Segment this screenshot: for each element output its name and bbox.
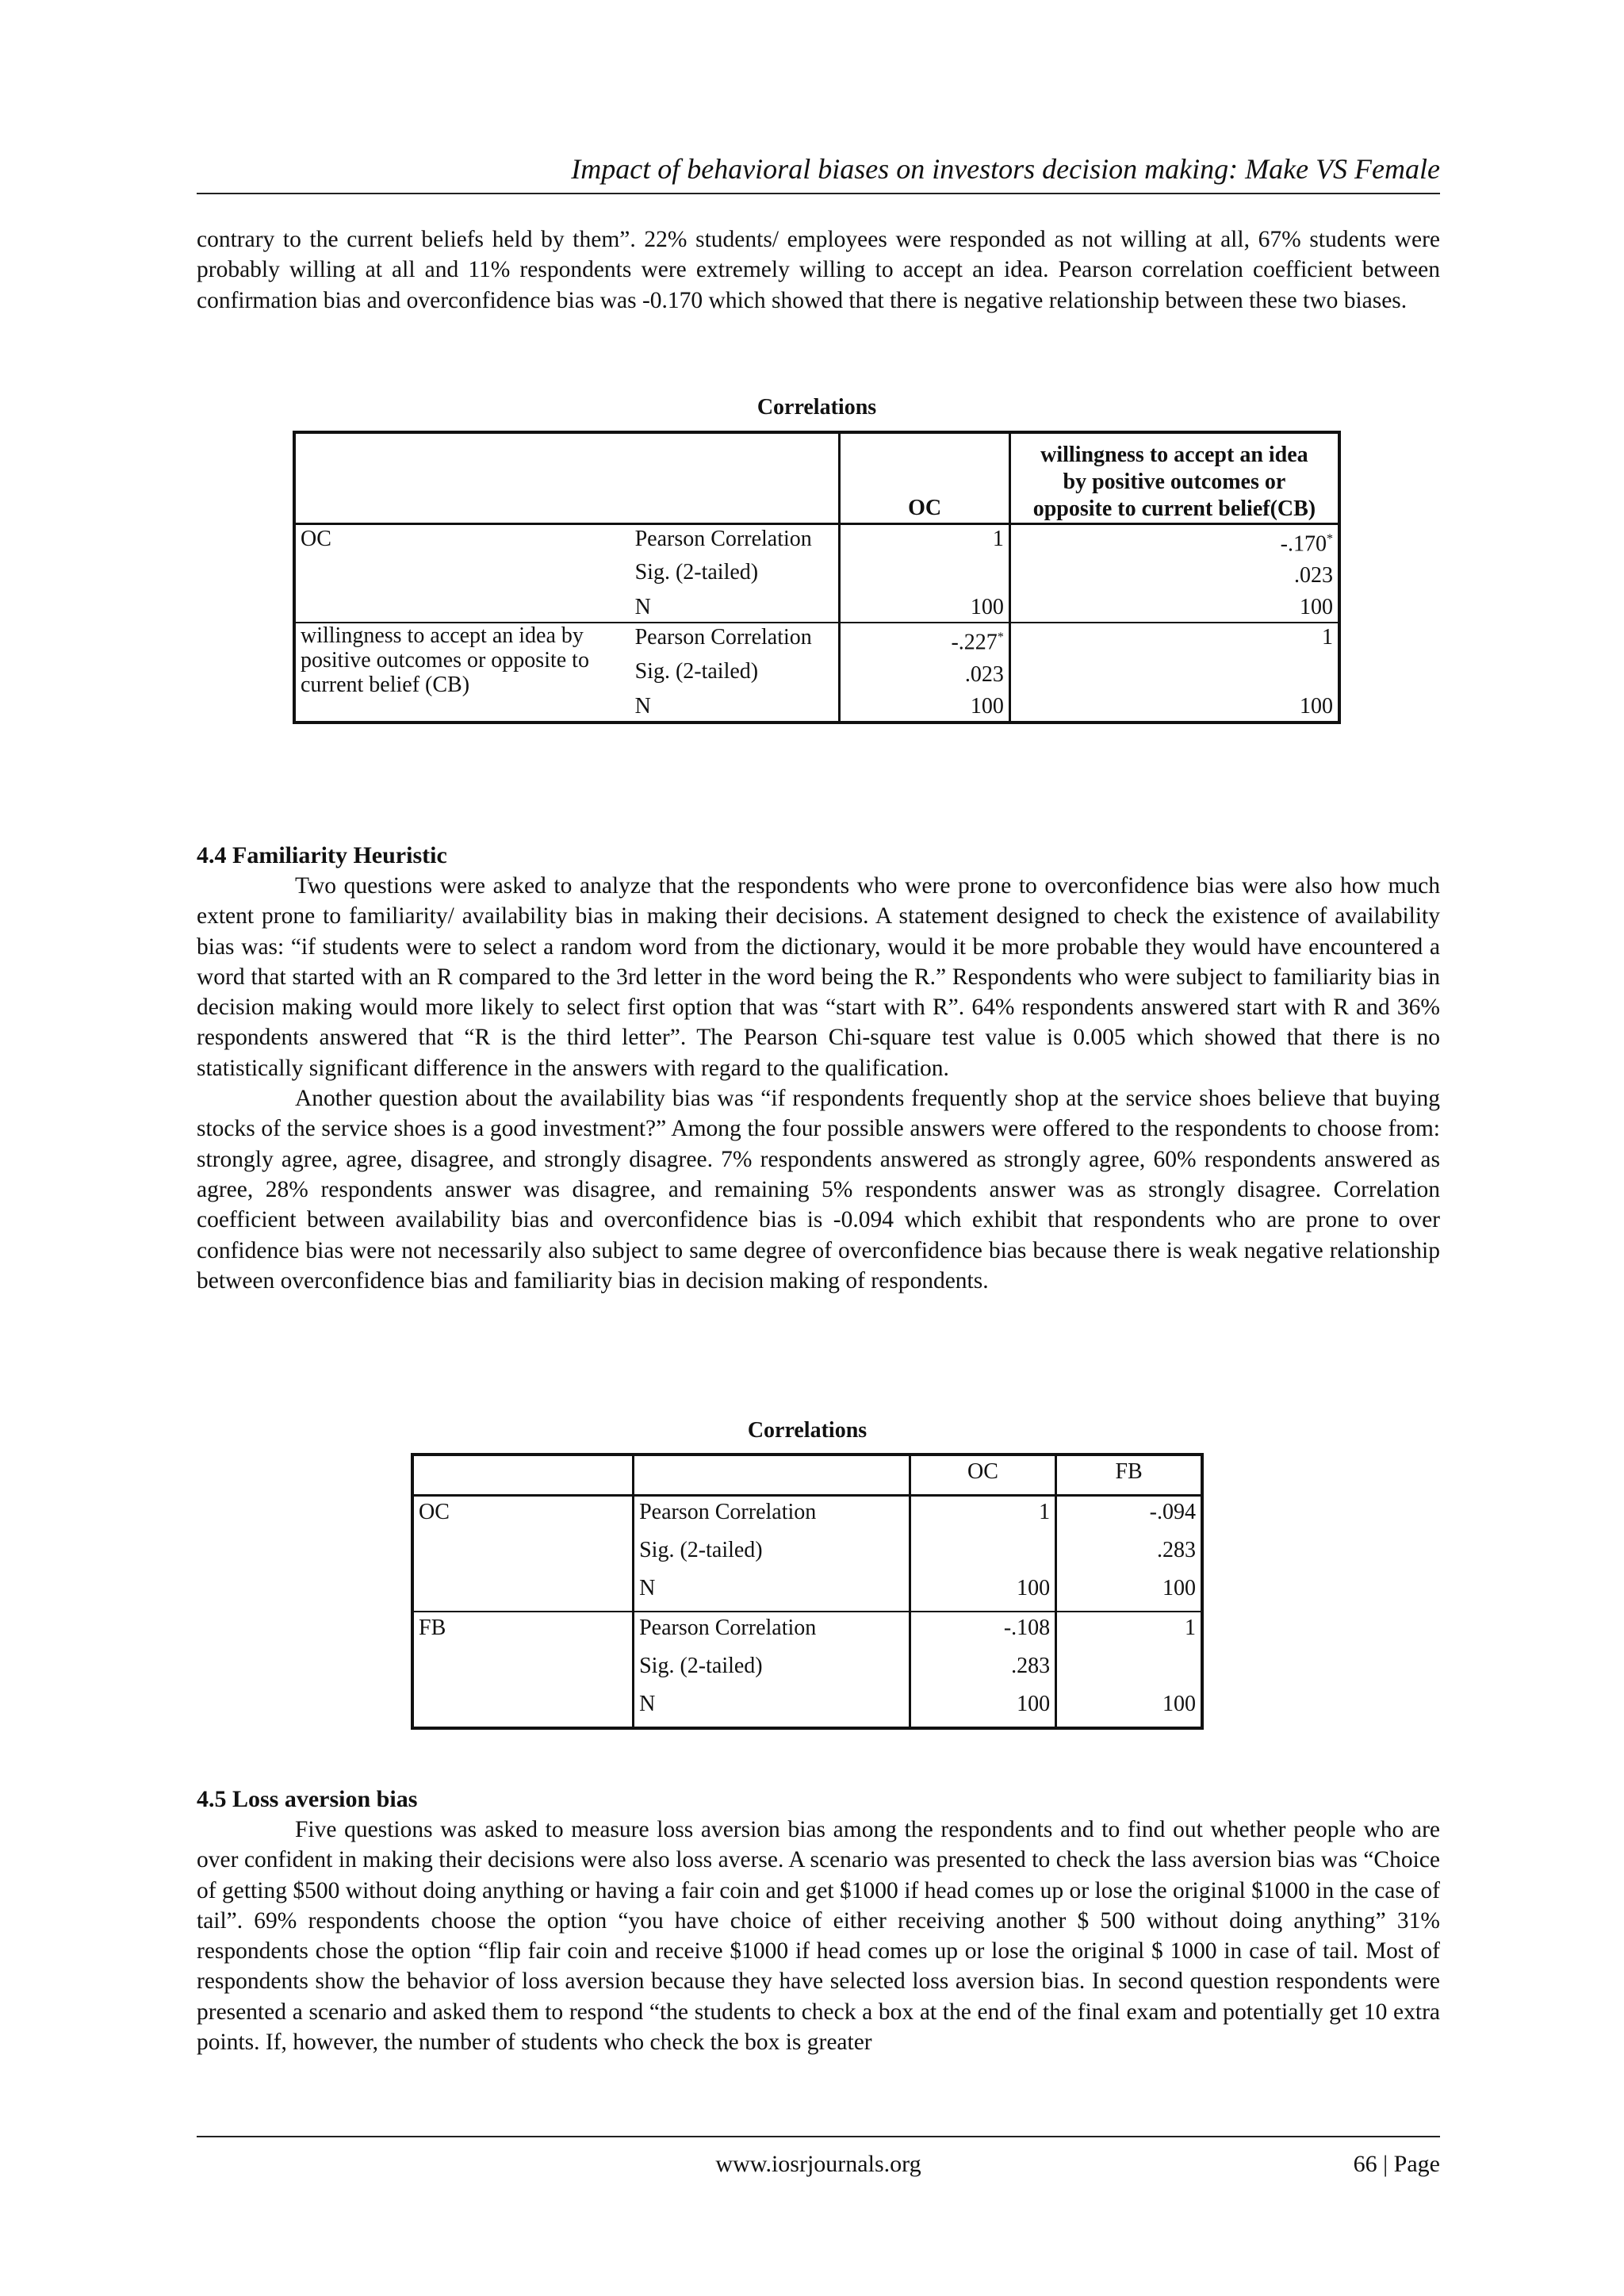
cell-value	[1009, 524, 1339, 559]
stat-label: Sig. (2-tailed)	[634, 658, 759, 684]
paragraph-text: Another question about the availability bias was “if respondents frequently shop at the service shoes believe that buying stocks of the service shoes is a good investment?” Among the four possible answers were offered to the respondents to choose from: strongly agree, agree, disagree, and strongly disagree. 7% respondents answered as strongly agree, 60% respondents answered as agree, 28% respondents answer was disagree, and remaining 5% respondents answer was as strongly disagree. Correlation coefficient between availability bias and overconfidence bias is -0.094 which exhibit that respondents who are prone to over confidence bias were not necessarily also subject to same degree of overconfidence bias because there is weak negative relationship between overconfidence bias and familiarity bias in decision making of respondents.	[197, 1086, 1440, 1294]
stat-label: Sig. (2-tailed)	[634, 560, 759, 585]
cell-value	[840, 623, 1009, 657]
row-label-fb: FB	[412, 1612, 634, 1728]
cell-value: 1	[1009, 623, 1339, 657]
table-row	[412, 1496, 1202, 1535]
col-header-oc: OC	[910, 1455, 1055, 1496]
table-header-row	[412, 1455, 1202, 1496]
col-header-fb: FB	[1056, 1455, 1202, 1496]
cell-value: 100	[840, 590, 1009, 623]
header-blank	[630, 432, 840, 524]
cell-value: 1	[840, 524, 1009, 559]
col-header-cb-line: opposite to current belief(CB)	[1032, 496, 1316, 521]
cell-value: 100	[1009, 590, 1339, 623]
paragraph-text: contrary to the current beliefs held by them”. 22% students/ employees were responded as not willing at all, 67% students were probably willing at all and 11% respondents were extremely willing to accept an idea. Pearson correlation coefficient between confirmation bias and overconfidence bias was -0.170 which showed that there is negative relationship between these two biases.	[197, 227, 1440, 313]
cell-empty	[910, 1535, 1055, 1573]
cell-value: .023	[840, 657, 1009, 689]
cell-number: -.170	[1280, 531, 1327, 557]
cell-value: -.094	[1056, 1496, 1202, 1535]
cell-value: 100	[1056, 1688, 1202, 1728]
table-header-row	[294, 432, 1339, 524]
stat-label: N	[634, 595, 651, 620]
correlation-table-oc-fb	[411, 1453, 1204, 1730]
cell-value: 100	[1056, 1573, 1202, 1612]
stat-label: Pearson Correlation	[634, 1496, 910, 1535]
table1-caption: Correlations	[756, 395, 877, 420]
section-familiarity-heuristic	[197, 841, 1440, 1296]
cell-value: .283	[1056, 1535, 1202, 1573]
section-heading: 4.4 Familiarity Heuristic	[197, 842, 447, 868]
stat-label: N	[634, 1573, 910, 1612]
stat-label: Sig. (2-tailed)	[634, 1650, 910, 1688]
col-header-cb	[1009, 432, 1339, 524]
header-blank	[412, 1455, 634, 1496]
cell-value: 100	[910, 1688, 1055, 1728]
cell-value: 100	[1009, 689, 1339, 723]
cell-empty	[840, 558, 1009, 590]
stat-label: Sig. (2-tailed)	[634, 1535, 910, 1573]
cell-value: 1	[1056, 1612, 1202, 1650]
col-header-oc: OC	[840, 432, 1009, 524]
correlation-table-oc-cb	[293, 431, 1341, 724]
header-blank	[634, 1455, 910, 1496]
table-row	[294, 524, 1339, 559]
stat-label: N	[634, 693, 651, 719]
cell-value: -.108	[910, 1612, 1055, 1650]
row-label-oc: OC	[419, 1500, 450, 1524]
paragraph-text: Five questions was asked to measure loss aversion bias among the respondents and to find out whether people who are over confident in making their decisions were also loss averse. A scenario was presented to check the lass aversion bias was “Choice of getting $500 without doing anything or having a fair coin and get $1000 if head comes up or lose the original $1000 in the case of tail”. 69% respondents choose the option “you have choice of either receiving another $ 500 without doing anything” 31% respondents chose the option “flip fair coin and receive $1000 if head comes up or lose the original $ 1000 in case of tail. Most of respondents show the behavior of loss aversion because they have selected loss aversion bias. In second question respondents were presented a scenario and asked them to respond “the students to check a box at the end of the final exam and potentially get 10 extra points. If, however, the number of students who check the box is greater	[197, 1817, 1440, 2056]
row-label-oc: OC	[301, 527, 331, 551]
paragraph-confirmation-bias	[197, 224, 1440, 316]
cell-empty	[1009, 657, 1339, 689]
header-blank	[294, 432, 630, 524]
footer-page-number: 66 | Page	[1353, 2151, 1440, 2177]
significance-mark: *	[1327, 532, 1333, 546]
col-header-cb-line: willingness to accept an idea	[1040, 443, 1308, 467]
table-row	[412, 1612, 1202, 1650]
cell-number: -.227	[951, 630, 998, 655]
cell-value: .023	[1009, 558, 1339, 590]
section-loss-aversion	[197, 1784, 1440, 2057]
cell-value: 100	[840, 689, 1009, 723]
row-label-cb: willingness to accept an idea by positive outcomes or opposite to current belief (CB)	[294, 623, 630, 722]
stat-label: Pearson Correlation	[634, 527, 812, 551]
header-rule	[197, 193, 1440, 194]
section-heading: 4.5 Loss aversion bias	[197, 1786, 418, 1812]
paragraph-text: Two questions were asked to analyze that the respondents who were prone to overconfidence bias were also how much extent prone to familiarity/ availability bias in making their decisions. A statement designed to check the existence of availability bias was: “if students were to select a random word from the dictionary, would it be more probable they would have encountered a word that started with an R compared to the 3rd letter in the word being the R.” Respondents who were subject to familiarity bias in decision making would more likely to select first option that was “start with R”. 64% respondents answered start with R and 36% respondents answered that “R is the third letter”. The Pearson Chi-square test value is 0.005 which showed that there is no statistically significant difference in the answers with regard to the qualification.	[197, 873, 1440, 1081]
cell-value: .283	[910, 1650, 1055, 1688]
table-row	[294, 623, 1339, 657]
col-header-cb-line: by positive outcomes or	[1063, 470, 1286, 494]
stat-label: Pearson Correlation	[634, 1612, 910, 1650]
cell-value: 1	[910, 1496, 1055, 1535]
stat-label: N	[634, 1688, 910, 1728]
significance-mark: *	[997, 631, 1004, 645]
table2-caption: Correlations	[747, 1418, 868, 1443]
footer-url: www.iosrjournals.org	[715, 2151, 921, 2177]
cell-value: 100	[910, 1573, 1055, 1612]
stat-label: Pearson Correlation	[630, 623, 840, 657]
running-title: Impact of behavioral biases on investors decision making: Make VS Female	[571, 153, 1440, 185]
cell-empty	[1056, 1650, 1202, 1688]
footer-rule	[197, 2136, 1440, 2137]
